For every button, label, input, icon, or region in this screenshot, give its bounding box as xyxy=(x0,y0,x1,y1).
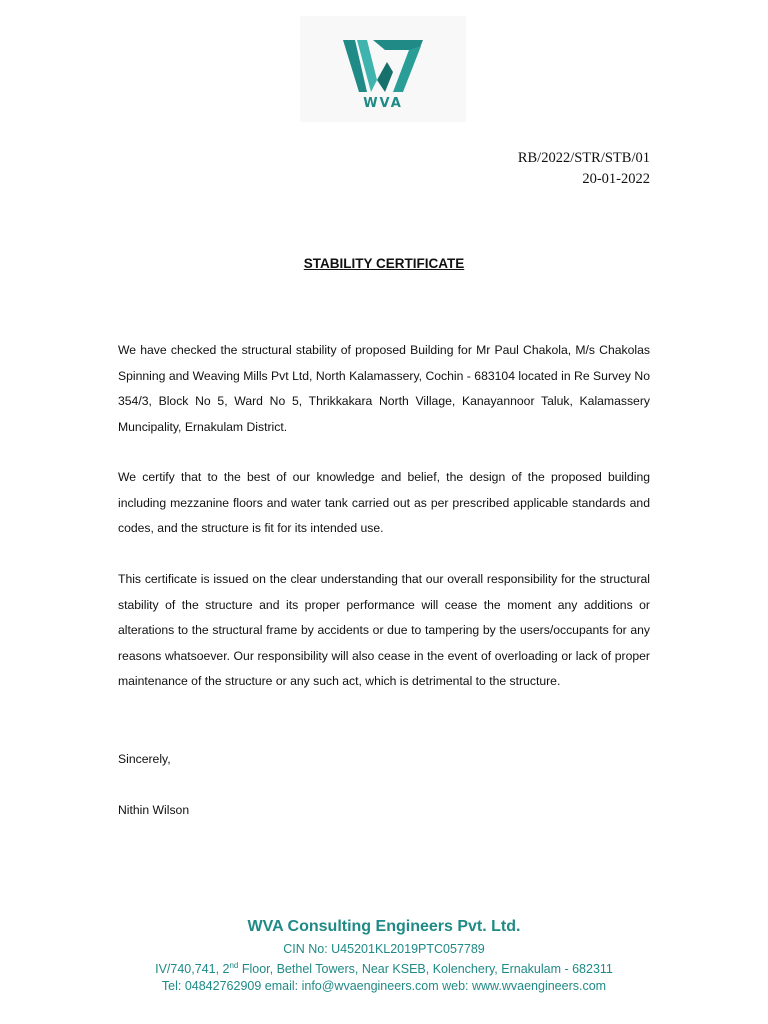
footer-contact: Tel: 04842762909 email: info@wvaengineers.com web: www.wvaengineers.com xyxy=(161,979,607,993)
footer-address-superscript: nd xyxy=(229,961,239,970)
paragraph-2: We certify that to the best of our knowledge and belief, the design of the proposed building including mezzanine floors and water tank carried out as per prescribed applicable standards and codes, and the structure is fit for its intended use. xyxy=(118,470,650,536)
company-logo xyxy=(300,16,466,122)
document-title: STABILITY CERTIFICATE xyxy=(303,256,465,271)
reference-date: 20-01-2022 xyxy=(582,171,650,187)
reference-number: RB/2022/STR/STB/01 xyxy=(517,150,650,166)
footer-address-end: Floor, Bethel Towers, Near KSEB, Kolenchery, Ernakulam - 682311 xyxy=(238,962,613,977)
reference-block xyxy=(518,148,650,190)
wva-logo-icon xyxy=(343,40,423,96)
footer-company-name: WVA Consulting Engineers Pvt. Ltd. xyxy=(247,918,521,935)
closing: Sincerely, xyxy=(118,752,171,766)
footer-address xyxy=(0,961,768,976)
logo-text: WVA xyxy=(363,96,403,111)
paragraph-1: We have checked the structural stability of proposed Building for Mr Paul Chakola, M/s Chakolas Spinning and Weaving Mills Pvt Ltd, North Kalamassery, Cochin - 683104 located in Re Survey No 354/3, Block No 5, Ward No 5, Thrikkakara North Village, Kanayannoor Taluk, Kalamassery Muncipality, Ernakulam District. xyxy=(118,343,650,434)
footer-cin: CIN No: U45201KL2019PTC057789 xyxy=(283,942,485,956)
footer-address-start: IV/740,741, 2 xyxy=(155,962,230,977)
paragraph-3: This certificate is issued on the clear understanding that our overall responsibility for the structural stability of the structure and its proper performance will cease the moment any additions or alterations to the structural frame by accidents or due to tampering by the users/occupants for any reasons whatsoever. Our responsibility will also cease in the event of overloading or lack of proper maintenance of the structure or any such act, which is detrimental to the structure. xyxy=(118,572,650,689)
signatory-name: Nithin Wilson xyxy=(118,803,190,817)
